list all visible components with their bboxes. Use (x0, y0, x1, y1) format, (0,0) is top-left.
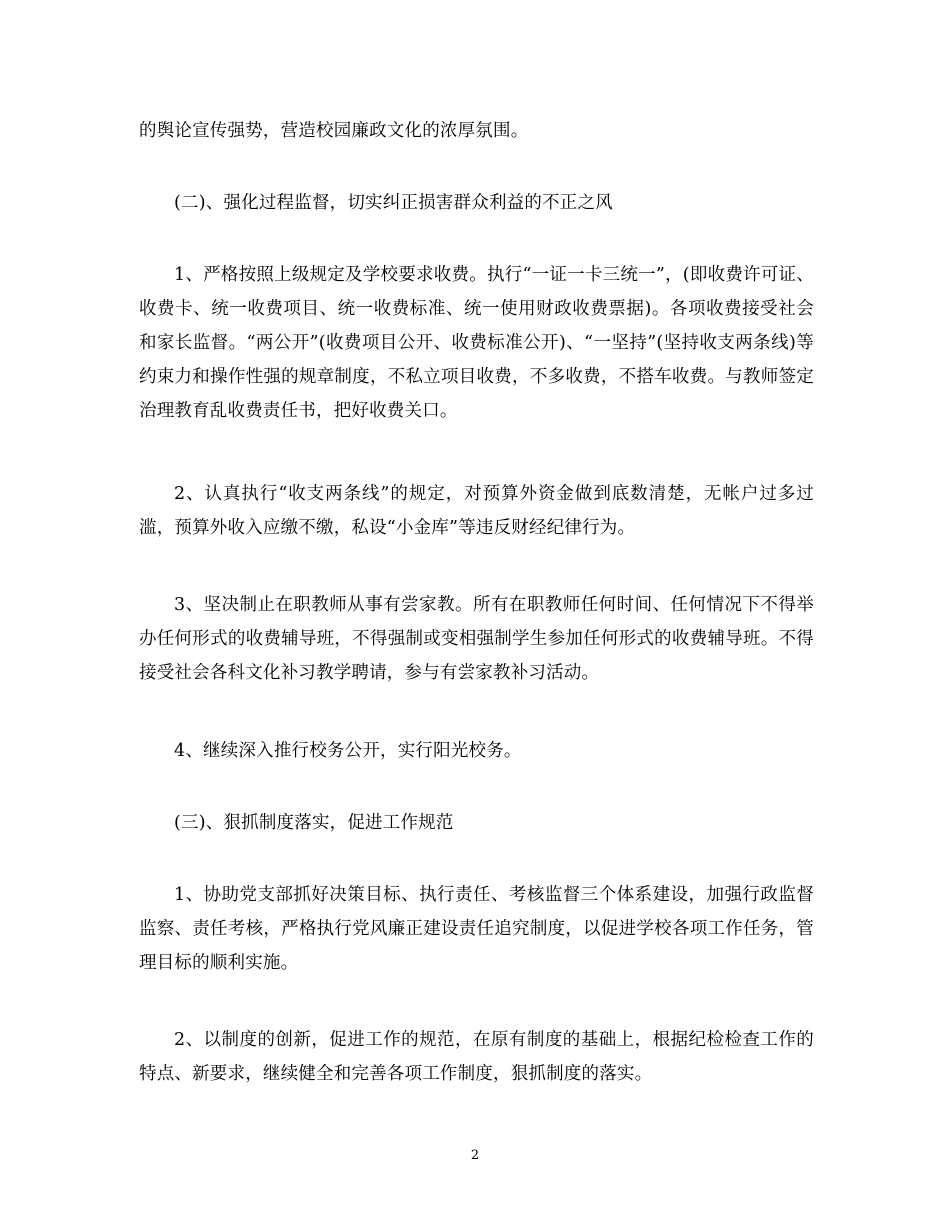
paragraph-fee-collection: 1、严格按照上级规定及学校要求收费。执行“一证一卡三统一”，(即收费许可证、收费卡、统一收费项目、统一收费标准、统一使用财政收费票据)。各项收费接受社会和家长监督。“两公开”(收费项目公开、收费标准公开)、“一坚持”(坚持收支两条线)等约束力和操作性强的规章制度，不私立项目收费，不多收费，不搭车收费。与教师签定治理教育乱收费责任书，把好收费关口。 (139, 265, 814, 421)
paragraph-system-innovation: 2、以制度的创新，促进工作的规范，在原有制度的基础上，根据纪检检查工作的特点、新要求，继续健全和完善各项工作制度，狠抓制度的落实。 (139, 1030, 814, 1084)
paragraph-tutoring-ban: 3、坚决制止在职教师从事有尝家教。所有在职教师任何时间、任何情况下不得举办任何形式的收费辅导班，不得强制或变相强制学生参加任何形式的收费辅导班。不得接受社会各科文化补习教学聘请，参与有尝家教补习活动。 (139, 595, 814, 683)
section-heading-three: (三)、狠抓制度落实，促进工作规范 (174, 813, 454, 833)
section-heading-two: (二)、强化过程监督，切实纠正损害群众利益的不正之风 (174, 193, 613, 213)
paragraph-party-branch: 1、协助党支部抓好决策目标、执行责任、考核监督三个体系建设，加强行政监督监察、责任考核，严格执行党风廉正建设责任追究制度，以促进学校各项工作任务，管理目标的顺利实施。 (139, 885, 814, 973)
paragraph-continuation: 的舆论宣传强势，营造校园廉政文化的浓厚氛围。 (139, 121, 529, 141)
paragraph-two-lines: 2、认真执行“收支两条线”的规定，对预算外资金做到底数清楚，无帐户过多过滥，预算外收入应缴不缴，私设“小金库”等违反财经纪律行为。 (139, 484, 814, 538)
paragraph-affairs-openness: 4、继续深入推行校务公开，实行阳光校务。 (174, 741, 522, 761)
page-number: 2 (470, 1148, 480, 1163)
